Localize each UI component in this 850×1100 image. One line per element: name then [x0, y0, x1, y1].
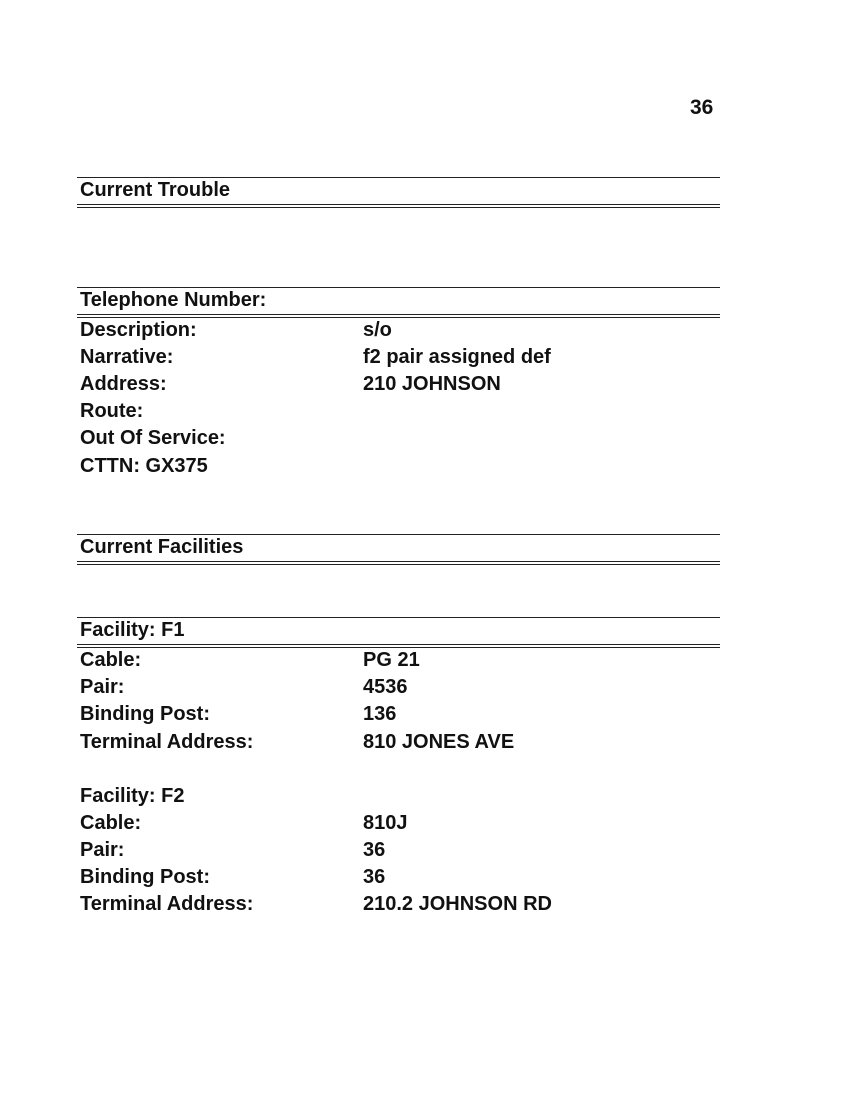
- f1-pair-label: Pair:: [80, 676, 125, 698]
- header-rule: [77, 644, 720, 645]
- header-rule: [77, 564, 720, 565]
- f2-binding-post-value: 36: [363, 866, 386, 888]
- address-value: 210 JOHNSON: [363, 373, 501, 395]
- cttn-label: CTTN: GX375: [80, 455, 208, 477]
- f1-terminal-address-label: Terminal Address:: [80, 731, 254, 753]
- narrative-value: f2 pair assigned def: [363, 346, 551, 368]
- narrative-label: Narrative:: [80, 346, 174, 368]
- f2-pair-label: Pair:: [80, 839, 125, 861]
- current-trouble-header: [77, 177, 720, 208]
- facility-f1-title: Facility: F1: [80, 619, 185, 641]
- f1-binding-post-value: 136: [363, 703, 397, 725]
- facility-f2-title: Facility: F2: [80, 785, 185, 807]
- description-value: s/o: [363, 319, 392, 341]
- f2-cable-label: Cable:: [80, 812, 142, 834]
- f1-pair-value: 4536: [363, 676, 408, 698]
- header-rule: [77, 204, 720, 205]
- f2-binding-post-label: Binding Post:: [80, 866, 210, 888]
- f2-terminal-address-value: 210.2 JOHNSON RD: [363, 893, 552, 915]
- out-of-service-label: Out Of Service:: [80, 427, 226, 449]
- telephone-number-title: Telephone Number:: [80, 289, 267, 311]
- route-label: Route:: [80, 400, 144, 422]
- telephone-number-header: [77, 287, 720, 318]
- current-trouble-title: Current Trouble: [80, 179, 231, 201]
- header-rule: [77, 207, 720, 208]
- header-rule: [77, 314, 720, 315]
- description-label: Description:: [80, 319, 197, 341]
- f1-cable-value: PG 21: [363, 649, 420, 671]
- current-facilities-header: [77, 534, 720, 565]
- f1-cable-label: Cable:: [80, 649, 142, 671]
- f1-binding-post-label: Binding Post:: [80, 703, 210, 725]
- current-facilities-title: Current Facilities: [80, 536, 244, 558]
- f2-terminal-address-label: Terminal Address:: [80, 893, 254, 915]
- page-number: 36: [690, 96, 714, 119]
- header-rule: [77, 561, 720, 562]
- address-label: Address:: [80, 373, 167, 395]
- f1-terminal-address-value: 810 JONES AVE: [363, 731, 515, 753]
- f2-pair-value: 36: [363, 839, 386, 861]
- facility-f1-header: [77, 617, 720, 648]
- f2-cable-value: 810J: [363, 812, 408, 834]
